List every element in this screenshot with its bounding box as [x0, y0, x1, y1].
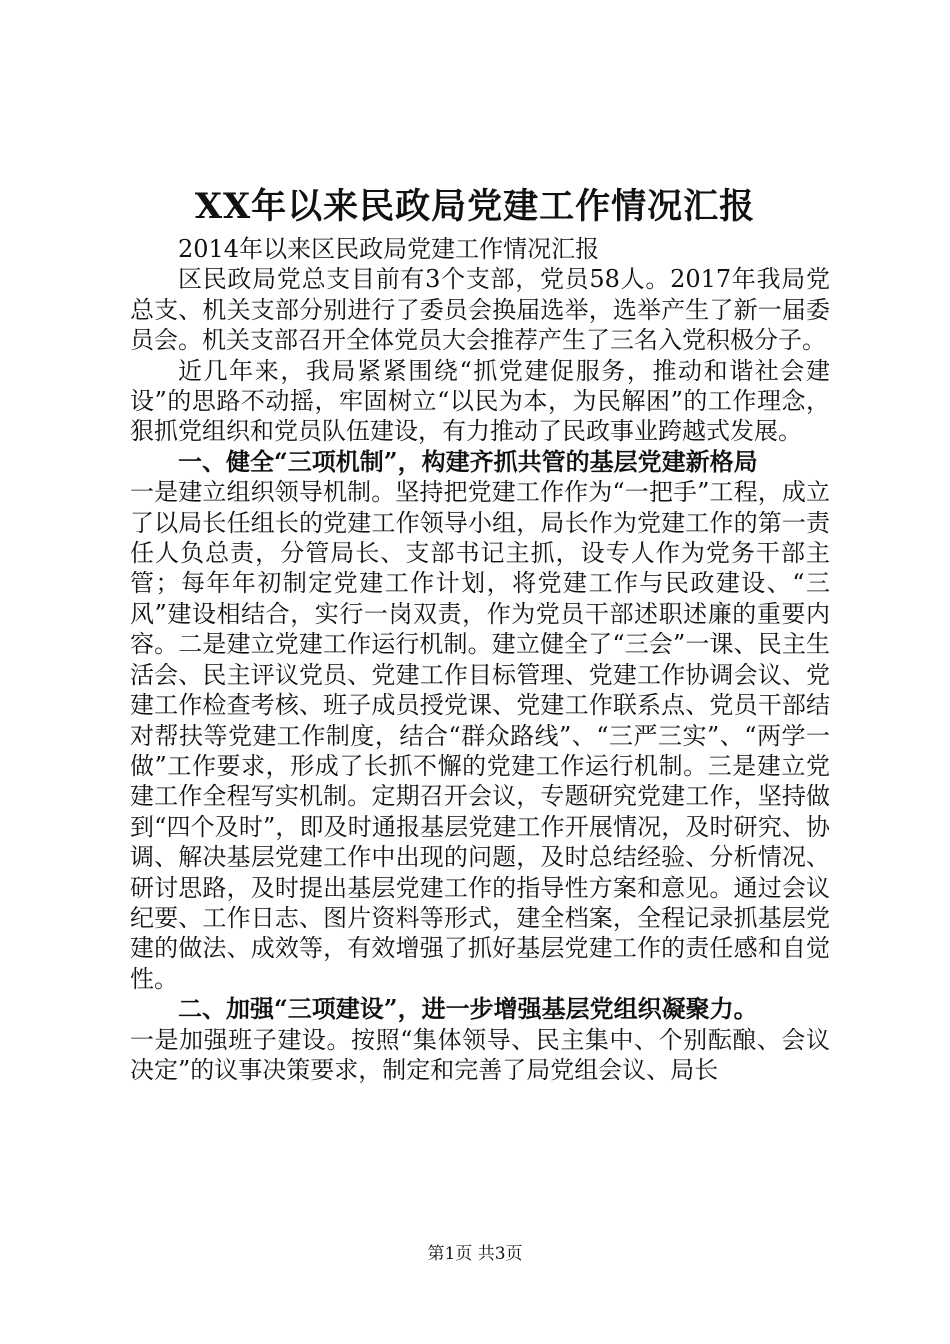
document-body — [130, 234, 830, 1085]
document-subtitle: 2014年以来区民政局党建工作情况汇报 — [178, 235, 600, 263]
section-heading-1: 一、健全“三项机制”，构建齐抓共管的基层党建新格局 — [178, 446, 758, 476]
paragraph-overview: 近几年来，我局紧紧围绕“抓党建促服务，推动和谐社会建设”的思路不动摇，牢固树立“以民为本，为民解困”的工作理念，狠抓党组织和党员队伍建设，有力推动了民政事业跨越式发展。 — [130, 356, 830, 446]
page-number-footer: 第1页 共3页 — [427, 1244, 523, 1264]
section-heading-2: 二、加强“三项建设”，进一步增强基层党组织凝聚力。 — [178, 994, 758, 1024]
section-body-2: 一是加强班子建设。按照“集体领导、民主集中、个别酝酿、会议决定”的议事决策要求，制定和完善了局党组会议、局长 — [130, 1025, 830, 1084]
paragraph-intro: 区民政局党总支目前有3个支部，党员58人。2017年我局党总支、机关支部分别进行了委员会换届选举，选举产生了新一届委员会。机关支部召开全体党员大会推荐产生了三名入党积极分子。 — [130, 265, 830, 355]
section-body-1: 一是建立组织领导机制。坚持把党建工作作为“一把手”工程，成立了以局长任组长的党建工作领导小组，局长作为党建工作的第一责任人负总责，分管局长、支部书记主抓，设专人作为党务干部主管；每年年初制定党建工作计划，将党建工作与民政建设、“三风”建设相结合，实行一岗双责，作为党员干部述职述廉的重要内容。二是建立党建工作运行机制。建立健全了“三会”一课、民主生活会、民主评议党员、党建工作目标管理、党建工作协调会议、党建工作检查考核、班子成员授党课、党建工作联系点、党员干部结对帮扶等党建工作制度，结合“群众路线”、“三严三实”、“两学一做”工作要求，形成了长抓不懈的党建工作运行机制。三是建立党建工作全程写实机制。定期召开会议，专题研究党建工作，坚持做到“四个及时”，即及时通报基层党建工作开展情况，及时研究、协调、解决基层党建工作中出现的问题，及时总结经验、分析情况、研讨思路，及时提出基层党建工作的指导性方案和意见。通过会议纪要、工作日志、图片资料等形式，建全档案，全程记录抓基层党建的做法、成效等，有效增强了抓好基层党建工作的责任感和自觉性。 — [130, 478, 830, 993]
document-title: XX年以来民政局党建工作情况汇报 — [194, 186, 756, 227]
